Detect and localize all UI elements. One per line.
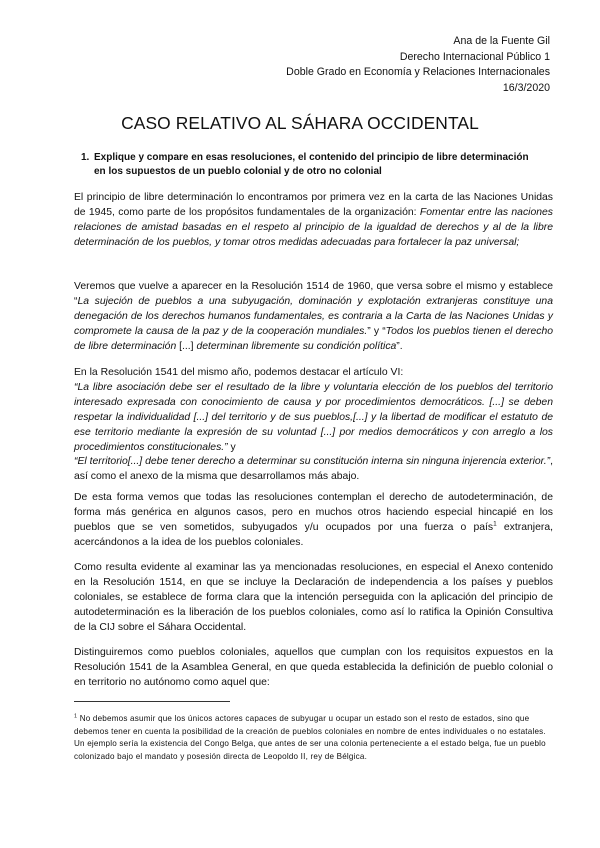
document-date: 16/3/2020 xyxy=(502,81,550,94)
question-number: 1. xyxy=(81,152,90,163)
page-title: CASO RELATIVO AL SÁHARA OCCIDENTAL xyxy=(121,113,479,133)
paragraph-text: , así como el anexo de la misma que desarrollamos más abajo. xyxy=(74,456,553,483)
resolution-1514-quote: La sujeción de pueblos a una subyugación, dominación y explotación extranjeras constituye una denegación de los derechos humanos fundamentales, es contraria a la Carta de las Naciones Unidas y compromete la causa de la paz y de la cooperación mundiales. xyxy=(74,295,553,337)
article-vi-quote-2: “El territorio[...] debe tener derecho a determinar su constitución interna sin ninguna injerencia exterior.” xyxy=(74,456,551,468)
footnote-number: 1 xyxy=(74,713,78,720)
paragraph-text: Distinguiremos como pueblos coloniales, aquellos que cumplan con los requisitos expuestos en la Resolución 1541 de la Asamblea General, en que queda establecida la definición de pueblo colonial o en territorio no autónomo como aquel que: xyxy=(74,647,553,688)
paragraph-6 xyxy=(74,646,553,691)
paragraph-2 xyxy=(74,280,553,355)
footnote-divider xyxy=(74,701,230,702)
course-name: Derecho Internacional Público 1 xyxy=(399,50,550,63)
author-name: Ana de la Fuente Gil xyxy=(453,35,550,47)
paragraph-text: Como resulta evidente al examinar las ya mencionadas resoluciones, en especial el Anexo contenido en la Resolución 1514, en que se incluye la Declaración de independencia a los países y pueblos coloniales, se establece de forma clara que la intención perseguida con la aplicación del principio de autodeterminación es la liberación de los pueblos coloniales, como así lo ratifica la Opinión Consultiva de la CIJ sobre el Sáhara Occidental. xyxy=(74,562,553,633)
question-text: Explique y compare en esas resoluciones, el contenido del principio de libre determinación en los supuestos de un pueblo colonial y de otro no colonial xyxy=(94,152,529,178)
paragraph-3 xyxy=(74,366,553,485)
paragraph-1 xyxy=(74,191,553,251)
paragraph-4 xyxy=(74,491,553,551)
charter-quote: Fomentar entre las naciones relaciones de amistad basadas en el respeto al principio de la igualdad de derechos y al de la libre determinación de los pueblos, y tomar otros medidas adecuadas para fortalecer la paz universal; xyxy=(74,206,553,248)
paragraph-text: De esta forma vemos que todas las resoluciones contemplan el derecho de autodeterminación, de forma más genérica en algunos casos, pero en muchos otros haciendo especial hincapié en los pueblos que se ven sometidos, subyugados y/u ocupados por una fuerza o país xyxy=(74,492,553,533)
paragraph-text: En la Resolución 1541 del mismo año, podemos destacar el artículo VI: xyxy=(74,367,404,378)
paragraph-text: extranjera, acercándonos a la idea de los pueblos coloniales. xyxy=(74,521,553,548)
article-vi-quote-1: “La libre asociación debe ser el resultado de la libre y voluntaria elección de los pueblos del territorio interesado expresada con conocimiento de causa y por procedimientos democráticos. [...] se deben respetar la individualidad [...] del territorio y de sus pueblos,[...] y la libertad de modificar el estatuto de ese territorio mediante la expresión de su voluntad [...] por medios democráticos y con arreglo a los procedimientos constitucionales.” xyxy=(74,381,553,453)
footnote-text: No debemos asumir que los únicos actores capaces de subyugar u ocupar un estado son el resto de estados, sino que debemos tener en cuenta la posibilidad de la creación de pueblos coloniales en nombre de entes individuales o no estatales. Un ejemplo sería la existencia del Congo Belga, que antes de ser una colonia perteneciente a el estado belga, fue un pueblo colonizado bajo el mandato y posesión directa de Leopoldo II, rey de Bélgica. xyxy=(74,714,546,761)
paragraph-text: ”. xyxy=(396,340,403,352)
resolution-1514-quote-3: determinan libremente su condición política xyxy=(196,340,397,352)
ellipsis: [...] xyxy=(176,340,197,352)
degree-name: Doble Grado en Economía y Relaciones Internacionales xyxy=(286,66,550,79)
paragraph-text: Veremos que vuelve a aparecer en la Resolución 1514 de 1960, que versa sobre el mismo y establece “ xyxy=(74,281,553,307)
footnote xyxy=(74,713,550,763)
paragraph-text: El principio de libre determinación lo encontramos por primera vez en la carta de las Naciones Unidas de 1945, como parte de los propósitos fundamentales de la organización: xyxy=(74,192,553,218)
question-heading xyxy=(81,151,534,179)
paragraph-5 xyxy=(74,561,553,636)
paragraph-text: ” y “ xyxy=(367,325,386,337)
resolution-1514-quote-2: Todos los pueblos tienen el derecho de libre determinación xyxy=(74,325,554,352)
paragraph-text: y xyxy=(227,441,236,453)
footnote-reference[interactable]: 1 xyxy=(493,520,497,528)
document-header xyxy=(286,34,550,96)
